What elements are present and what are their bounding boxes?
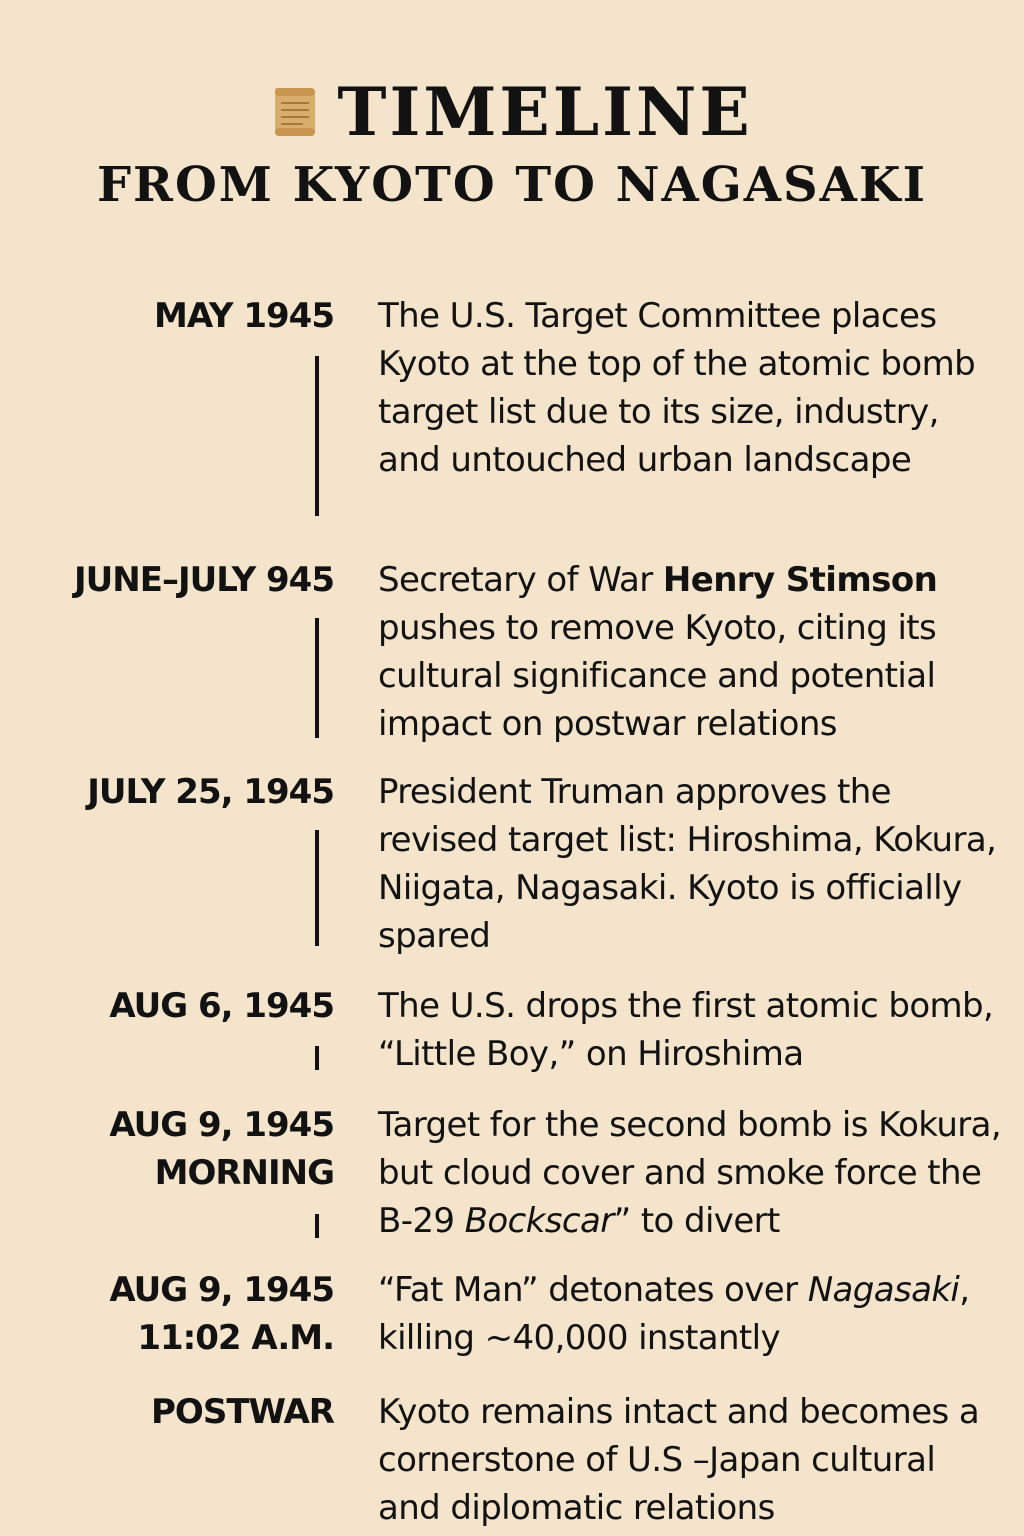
event-description [378,1266,1003,1362]
event-description [378,292,1003,484]
page-subtitle: FROM KYOTO TO NAGASAKI [96,157,928,213]
event-text-italic: Bockscar [464,1201,614,1241]
timeline-connector [315,1046,319,1070]
header [0,72,1024,218]
event-date-line: POSTWAR [151,1392,334,1432]
event-text: Secretary of War [378,560,663,600]
timeline-connector [315,356,319,516]
event-description [378,982,1003,1078]
event-date-line: JULY 25, 1945 [87,772,334,812]
event-description [378,768,1003,960]
event-text: Kyoto remains intact and becomes a cornerstone of U.S –Japan cultural and diplomatic relations [378,1392,980,1528]
event-description [378,1101,1003,1245]
page-title: TIMELINE [337,73,753,151]
event-text: President Truman approves the revised target list: Hiroshima, Kokura, Niigata, Nagasaki. Kyoto is officially spared [378,772,997,956]
event-date-line: AUG 6, 1945 [109,986,334,1026]
event-text: “Fat Man” detonates over [378,1270,808,1310]
event-date-line: JUNE–JULY 945 [74,560,334,600]
event-date [0,292,334,340]
title-row [0,72,1024,152]
event-date-line: 11:02 A.M. [137,1318,334,1358]
timeline-connector [315,830,319,946]
event-date [0,768,334,816]
event-text: ” to divert [613,1201,780,1241]
event-text: , killing ~40,000 instantly [378,1270,970,1358]
event-text: Target for the second bomb is Kokura, but cloud cover and smoke force the B-29 [378,1105,1002,1241]
timeline-connector [315,618,319,738]
event-date [0,1388,334,1436]
event-date [0,556,334,604]
event-date [0,982,334,1030]
scroll-icon [271,84,319,140]
event-date-line: MORNING [154,1153,334,1193]
timeline-connector [315,1214,319,1238]
event-date-line: MAY 1945 [154,296,334,336]
event-date-line: AUG 9, 1945 [109,1105,334,1145]
event-description [378,1388,1003,1532]
event-date [0,1101,334,1197]
event-text-italic: Nagasaki [807,1270,960,1310]
event-text-bold: Henry Stimson [662,560,938,600]
event-date [0,1266,334,1362]
event-date-line: AUG 9, 1945 [109,1270,334,1310]
event-text: The U.S. Target Committee places Kyoto at the top of the atomic bomb target list due to its size, industry, and untouched urban landscape [378,296,976,480]
event-text: pushes to remove Kyoto, citing its cultural significance and potential impact on postwar relations [378,608,937,744]
event-text: The U.S. drops the first atomic bomb, “Little Boy,” on Hiroshima [378,986,994,1074]
event-description [378,556,1003,748]
